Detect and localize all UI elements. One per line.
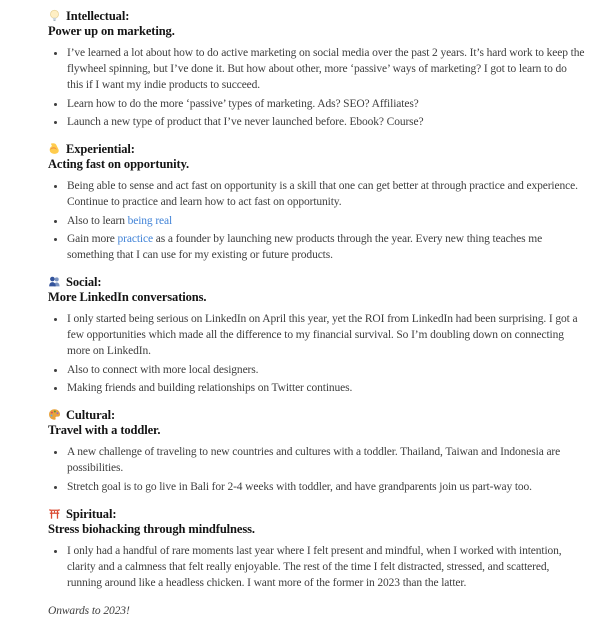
list-item: • I only started being serious on LinkedIn on April this year, yet the ROI from LinkedIn had been surprising. I got a few opportunities which made all the difference to my financial survival. So I’m doubling down on connecting more on LinkedIn. (66, 311, 585, 359)
section-subtitle: Acting fast on opportunity. (48, 157, 190, 171)
section-heading (48, 408, 585, 438)
section-intellectual (48, 9, 585, 130)
bullet-list (48, 178, 585, 263)
list-item: • Making friends and building relationships on Twitter continues. (66, 380, 585, 396)
section-heading (48, 9, 585, 39)
artist-palette-icon (48, 408, 61, 421)
section-heading (48, 142, 585, 172)
section-subtitle: Stress biohacking through mindfulness. (48, 521, 255, 536)
list-item (66, 231, 585, 263)
section-category: Social: (66, 275, 102, 289)
section-spiritual (48, 507, 585, 591)
section-cultural (48, 408, 585, 495)
list-item-text: Gain more (67, 233, 118, 245)
bullet-list (48, 444, 585, 495)
list-item: • A new challenge of traveling to new countries and cultures with a toddler. Thailand, Taiwan and Indonesia are possibilities. (66, 444, 585, 476)
list-item: • I’ve learned a lot about how to do active marketing on social media over the past 2 years. It’s hard work to keep the flywheel spinning, but I’ve done it. But how about other, more ‘passive’ ways of marketing? I got to learn to do this if I want my indie products to succeed. (66, 45, 585, 93)
section-category: Intellectual: (66, 9, 130, 23)
section-subtitle: Power up on marketing. (48, 24, 175, 38)
list-item: • I only had a handful of rare moments last year where I felt present and mindful, when I worked with intention, clarity and a calmness that felt really enjoyable. The rest of the time I felt distracted, stressed, and scattered, running around like a headless chicken. I want more of the former in 2023 than the latter. (66, 543, 585, 591)
list-item: • Also to connect with more local designers. (66, 362, 585, 378)
lightbulb-icon (48, 9, 61, 22)
list-item: • Being able to sense and act fast on opportunity is a skill that one can get better at through practice and experience. Continue to practice and learn how to act fast on opportunity. (66, 178, 585, 210)
link-practice[interactable]: practice (117, 233, 153, 245)
bullet-list (48, 45, 585, 130)
section-subtitle: Travel with a toddler. (48, 423, 161, 437)
bullet-list (48, 543, 585, 591)
list-item: • Learn how to do the more ‘passive’ types of marketing. Ads? SEO? Affiliates? (66, 96, 585, 112)
section-category: Cultural: (66, 408, 116, 422)
list-item-text: Also to learn (67, 214, 128, 227)
section-heading (48, 507, 585, 537)
section-subtitle: More LinkedIn conversations. (48, 290, 207, 304)
shinto-shrine-icon (48, 507, 61, 520)
list-item: • Launch a new type of product that I’ve never launched before. Ebook? Course? (66, 114, 585, 130)
busts-in-silhouette-icon (48, 275, 61, 288)
closing-note: Onwards to 2023! (48, 604, 130, 617)
bullet-list (48, 311, 585, 396)
section-experiential (48, 142, 585, 263)
list-item: • Stretch goal is to go live in Bali for 2-4 weeks with toddler, and have grandparents join us part-way too. (66, 479, 585, 495)
link-being-real[interactable]: being real (127, 214, 173, 227)
flexed-biceps-icon (48, 142, 61, 155)
list-item-text: as a founder by launching new products through the year. Every new thing teaches me something that I can use for my existing or future products. (67, 233, 543, 261)
list-item (66, 213, 585, 229)
section-category: Spiritual: (66, 506, 117, 521)
section-social (48, 275, 585, 396)
section-category: Experiential: (66, 142, 135, 156)
section-heading (48, 275, 585, 305)
